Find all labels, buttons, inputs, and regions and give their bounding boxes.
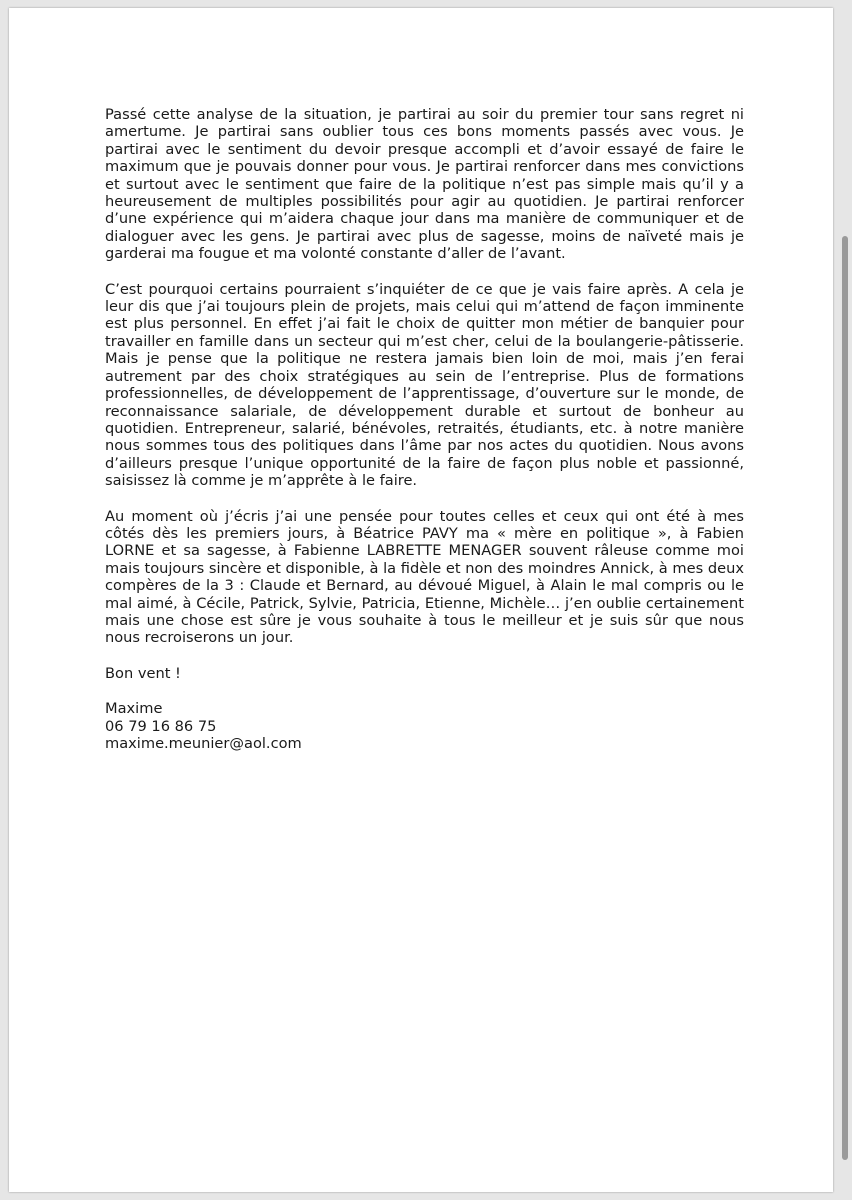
paragraph-thanks: Au moment où j’écris j’ai une pensée pour toutes celles et ceux qui ont été à mes côtés dès les premiers jours, à Béatrice PAVY ma « mère en politique », à Fabien LORNE et sa sagesse, à Fabienne LABRETTE MENAGER souvent râleuse comme moi mais toujours sincère et disponible, à la fidèle et non des moindres Annick, à mes deux compères de la 3 : Claude et Bernard, au dévoué Miguel, à Alain le mal compris ou le mal aimé, à Cécile, Patrick, Sylvie, Patricia, Etienne, Michèle… j’en oublie certainement mais une chose est sûre je vous souhaite à tous le meilleur et je suis sûr que nous nous recroiserons un jour. (105, 507, 744, 647)
signature-name: Maxime (105, 700, 163, 718)
document-body (105, 106, 744, 752)
signature-block (105, 700, 744, 752)
vertical-scrollbar[interactable] (842, 236, 848, 1160)
paragraph-future-plans: C’est pourquoi certains pourraient s’inquiéter de ce que je vais faire après. A cela je leur dis que j’ai toujours plein de projets, mais celui qui m’attend de façon imminente est plus personnel. En effet j’ai fait le choix de quitter mon métier de banquier pour travailler en famille dans un secteur qui m’est cher, celui de la boulangerie-pâtisserie. Mais je pense que la politique ne restera jamais bien loin de moi, mais j’en ferai autrement par des choix stratégiques au sein de l’entreprise. Plus de formations professionnelles, de développement de l’apprentissage, d’ouverture sur le monde, de reconnaissance salariale, de développement durable et surtout de bonheur au quotidien. Entrepreneur, salarié, bénévoles, retraités, étudiants, etc. à notre manière nous sommes tous des politiques dans l’âme par nos actes du quotidien. Nous avons d’ailleurs presque l’unique opportunité de la faire de façon plus noble et passionné, saisissez là comme je m’apprête à le faire. (105, 280, 744, 490)
closing-line: Bon vent ! (105, 664, 181, 682)
document-page (9, 8, 833, 1192)
signature-email: maxime.meunier@aol.com (105, 735, 302, 752)
signature-phone: 06 79 16 86 75 (105, 717, 217, 735)
paragraph-departure: Passé cette analyse de la situation, je partirai au soir du premier tour sans regret ni amertume. Je partirai sans oublier tous ces bons moments passés avec vous. Je partirai avec le sentiment du devoir presque accompli et d’avoir essayé de faire le maximum que je pouvais donner pour vous. Je partirai renforcer dans mes convictions et surtout avec le sentiment que faire de la politique n’est pas simple mais qu’il y a heureusement de multiples possibilités pour agir au quotidien. Je partirai renforcer d’une expérience qui m’aidera chaque jour dans ma manière de communiquer et de dialoguer avec les gens. Je partirai avec plus de sagesse, moins de naïveté mais je garderai ma fougue et ma volonté constante d’aller de l’avant. (105, 106, 744, 263)
